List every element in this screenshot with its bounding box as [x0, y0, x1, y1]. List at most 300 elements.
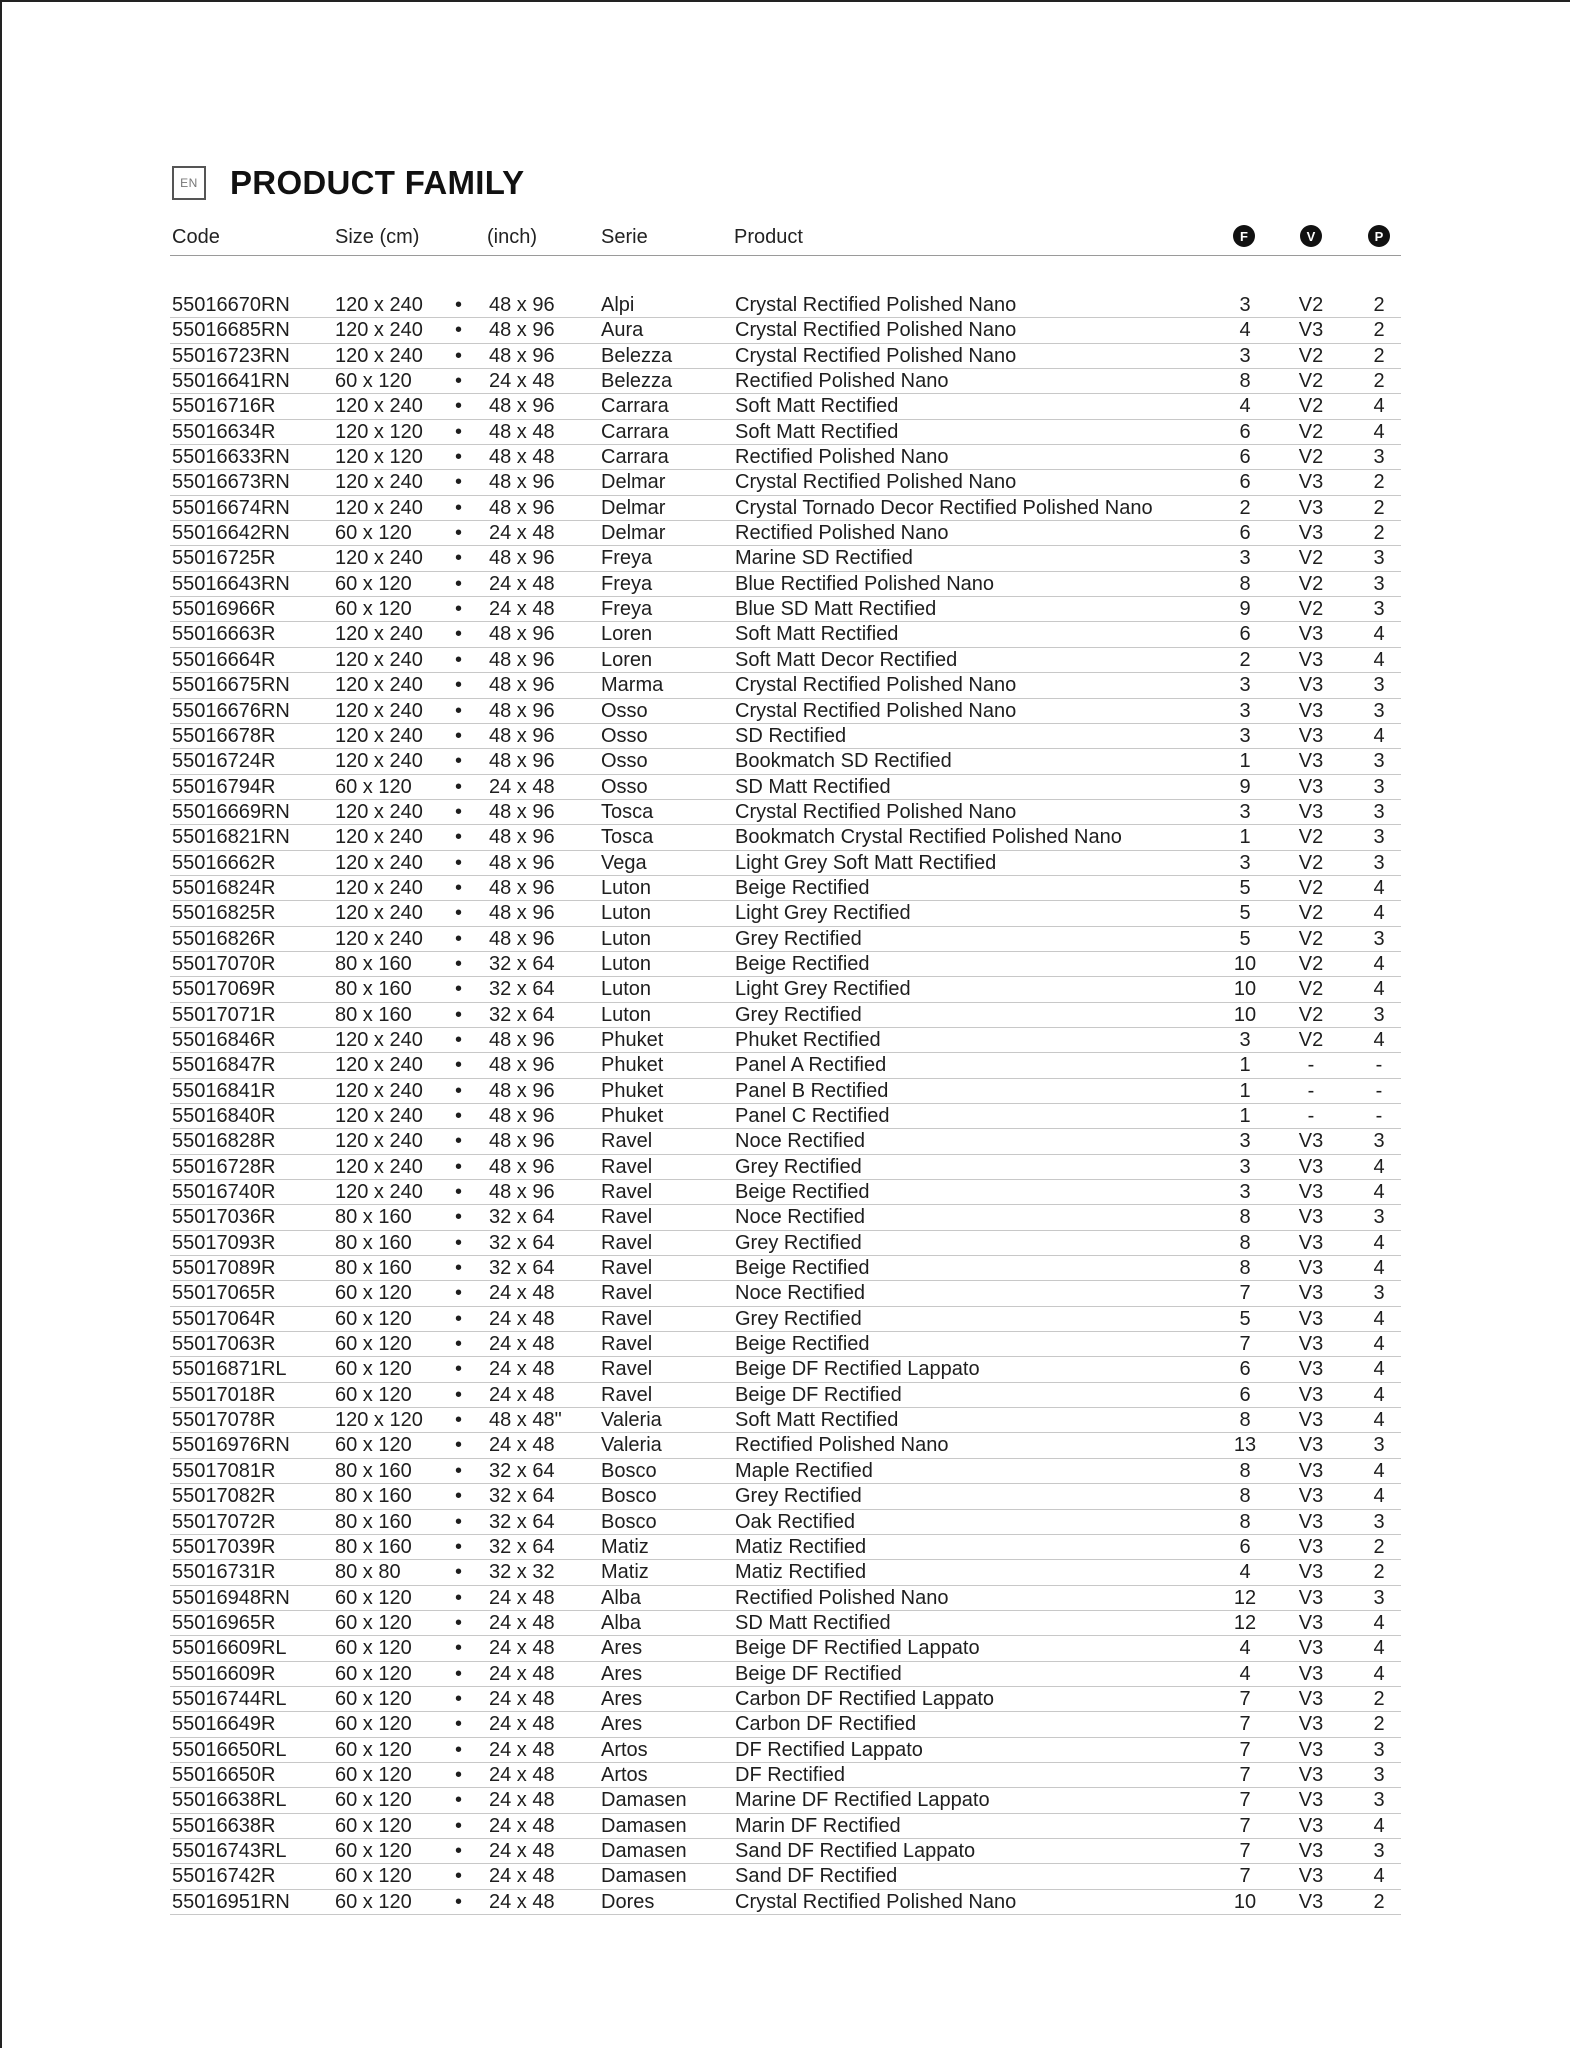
cell-v: V3 [1298, 1358, 1324, 1381]
cell-product: SD Matt Rectified [735, 1611, 891, 1634]
cell-code: 55017065R [172, 1282, 276, 1305]
table-row [0, 1814, 1570, 1839]
cell-separator: • [455, 978, 463, 1001]
cell-separator: • [455, 1890, 463, 1913]
cell-serie: Valeria [601, 1434, 662, 1457]
cell-p: 3 [1373, 598, 1385, 621]
table-row [0, 1079, 1570, 1104]
cell-size-cm: 60 x 120 [335, 1333, 412, 1356]
cell-v: V2 [1298, 851, 1324, 874]
cell-separator: • [455, 1333, 463, 1356]
cell-f: 7 [1239, 1687, 1251, 1710]
table-row [0, 851, 1570, 876]
cell-size-inch: 24 x 48 [489, 1763, 555, 1786]
cell-separator: • [455, 446, 463, 469]
cell-size-inch: 48 x 48" [489, 1409, 562, 1432]
cell-f: 8 [1239, 1231, 1251, 1254]
cell-size-cm: 80 x 160 [335, 952, 412, 975]
cell-f: 7 [1239, 1333, 1251, 1356]
cell-product: Soft Matt Rectified [735, 623, 899, 646]
table-row [0, 1256, 1570, 1281]
cell-v: V3 [1298, 674, 1324, 697]
cell-p: 4 [1373, 1459, 1385, 1482]
cell-separator: • [455, 1510, 463, 1533]
cell-product: Beige DF Rectified Lappato [735, 1358, 980, 1381]
cell-serie: Ares [601, 1637, 643, 1660]
cell-product: Crystal Rectified Polished Nano [735, 294, 1017, 316]
cell-size-inch: 48 x 48 [489, 420, 555, 443]
cell-p: 4 [1373, 1383, 1385, 1406]
cell-f: 3 [1239, 1028, 1251, 1051]
cell-p: 3 [1373, 750, 1385, 773]
cell-separator: • [455, 1231, 463, 1254]
cell-code: 55016965R [172, 1611, 276, 1634]
cell-serie: Loren [601, 623, 653, 646]
cell-v: V3 [1298, 1257, 1324, 1280]
cell-code: 55017039R [172, 1535, 276, 1558]
cell-product: Crystal Rectified Polished Nano [735, 1890, 1017, 1913]
cell-code: 55016716R [172, 395, 276, 418]
cell-code: 55016743RL [172, 1839, 287, 1862]
cell-size-cm: 80 x 160 [335, 1257, 412, 1280]
cell-f: 7 [1239, 1738, 1251, 1761]
cell-size-inch: 24 x 48 [489, 1637, 555, 1660]
cell-code: 55016674RN [172, 496, 290, 519]
cell-code: 55017081R [172, 1459, 276, 1482]
cell-code: 55016685RN [172, 319, 290, 342]
cell-size-cm: 80 x 160 [335, 1231, 412, 1254]
cell-size-inch: 24 x 48 [489, 1358, 555, 1381]
cell-f: 8 [1239, 1459, 1251, 1482]
cell-code: 55016871RL [172, 1358, 287, 1381]
cell-product: Beige Rectified [735, 1181, 870, 1204]
cell-size-inch: 32 x 64 [489, 978, 555, 1001]
cell-serie: Ravel [601, 1307, 653, 1330]
cell-separator: • [455, 572, 463, 595]
cell-p: 3 [1373, 1763, 1385, 1786]
cell-code: 55016664R [172, 648, 276, 671]
cell-f: 6 [1239, 420, 1251, 443]
cell-v: V2 [1298, 826, 1324, 849]
cell-size-cm: 120 x 240 [335, 876, 423, 899]
table-row [0, 293, 1570, 318]
cell-code: 55016609R [172, 1662, 276, 1685]
cell-v: V3 [1298, 1409, 1324, 1432]
cell-product: Soft Matt Rectified [735, 395, 899, 418]
cell-separator: • [455, 319, 463, 342]
cell-product: SD Matt Rectified [735, 775, 891, 798]
cell-f: 6 [1239, 1383, 1251, 1406]
cell-size-cm: 60 x 120 [335, 1687, 412, 1710]
table-row [0, 369, 1570, 394]
table-row [0, 977, 1570, 1002]
cell-code: 55016641RN [172, 370, 290, 393]
header-size: Size (cm) [335, 226, 420, 248]
cell-separator: • [455, 1054, 463, 1077]
cell-code: 55017036R [172, 1206, 276, 1229]
cell-code: 55016638R [172, 1814, 276, 1837]
cell-v: V2 [1298, 1028, 1324, 1051]
cell-serie: Phuket [601, 1105, 664, 1127]
cell-f: 5 [1239, 927, 1251, 950]
cell-code: 55017071R [172, 1003, 276, 1026]
cell-f: 1 [1239, 1054, 1251, 1077]
cell-serie: Alba [601, 1611, 642, 1634]
cell-separator: • [455, 1839, 463, 1862]
cell-p: 3 [1373, 1130, 1385, 1153]
cell-serie: Ares [601, 1687, 643, 1710]
cell-p: 2 [1373, 1535, 1385, 1558]
cell-product: Sand DF Rectified [735, 1865, 898, 1888]
table-row [0, 749, 1570, 774]
table-row [0, 1636, 1570, 1661]
cell-size-cm: 60 x 120 [335, 522, 412, 545]
cell-separator: • [455, 1409, 463, 1432]
cell-product: Soft Matt Rectified [735, 420, 899, 443]
cell-v: V3 [1298, 1738, 1324, 1761]
cell-product: Carbon DF Rectified [735, 1713, 917, 1736]
cell-code: 55017069R [172, 978, 276, 1001]
cell-size-inch: 24 x 48 [489, 1434, 555, 1457]
cell-size-inch: 24 x 48 [489, 775, 555, 798]
cell-serie: Bosco [601, 1510, 657, 1533]
cell-f: 8 [1239, 1257, 1251, 1280]
cell-f: 6 [1239, 1535, 1251, 1558]
cell-p: 4 [1373, 902, 1385, 925]
cell-f: 1 [1239, 1079, 1251, 1102]
cell-code: 55016742R [172, 1865, 276, 1888]
table-row [0, 927, 1570, 952]
cell-code: 55016731R [172, 1561, 276, 1584]
cell-separator: • [455, 1079, 463, 1102]
cell-size-inch: 48 x 96 [489, 395, 555, 418]
header-product: Product [734, 226, 803, 248]
cell-size-cm: 120 x 240 [335, 851, 423, 874]
cell-separator: • [455, 522, 463, 545]
cell-serie: Ravel [601, 1383, 653, 1406]
cell-v: V3 [1298, 1839, 1324, 1862]
table-row [0, 1788, 1570, 1813]
cell-size-cm: 120 x 240 [335, 344, 423, 367]
cell-p: 3 [1373, 1434, 1385, 1457]
table-row [0, 800, 1570, 825]
cell-f: 3 [1239, 674, 1251, 697]
cell-size-cm: 60 x 120 [335, 1789, 412, 1812]
cell-v: V2 [1298, 978, 1324, 1001]
table-row [0, 1231, 1570, 1256]
cell-v: V2 [1298, 420, 1324, 443]
cell-product: Rectified Polished Nano [735, 1586, 949, 1609]
header-f-icon: F [1233, 225, 1255, 247]
cell-v: V2 [1298, 952, 1324, 975]
cell-size-cm: 60 x 120 [335, 572, 412, 595]
cell-product: Grey Rectified [735, 1003, 862, 1026]
cell-size-inch: 32 x 64 [489, 1485, 555, 1508]
page-title: PRODUCT FAMILY [230, 164, 525, 201]
cell-product: Noce Rectified [735, 1206, 866, 1229]
cell-separator: • [455, 547, 463, 570]
cell-product: Light Grey Soft Matt Rectified [735, 851, 997, 874]
cell-product: Grey Rectified [735, 1231, 862, 1254]
cell-product: Rectified Polished Nano [735, 446, 949, 469]
cell-separator: • [455, 1738, 463, 1761]
cell-code: 55016609RL [172, 1637, 287, 1660]
cell-code: 55016669RN [172, 800, 290, 823]
cell-size-inch: 32 x 64 [489, 1535, 555, 1558]
cell-product: Blue SD Matt Rectified [735, 598, 937, 621]
cell-separator: • [455, 1282, 463, 1305]
cell-code: 55016642RN [172, 522, 290, 545]
cell-separator: • [455, 370, 463, 393]
table-row [0, 673, 1570, 698]
cell-p: 3 [1373, 572, 1385, 595]
table-row [0, 1839, 1570, 1864]
cell-separator: • [455, 1459, 463, 1482]
cell-v: V3 [1298, 1510, 1324, 1533]
table-row [0, 445, 1570, 470]
cell-p: - [1375, 1105, 1383, 1127]
cell-product: Rectified Polished Nano [735, 370, 949, 393]
table-row [0, 546, 1570, 571]
cell-code: 55017070R [172, 952, 276, 975]
cell-code: 55017089R [172, 1257, 276, 1280]
cell-f: 3 [1239, 547, 1251, 570]
cell-product: Marine SD Rectified [735, 547, 913, 570]
cell-size-inch: 24 x 48 [489, 1662, 555, 1685]
cell-serie: Alba [601, 1586, 642, 1609]
cell-v: V2 [1298, 547, 1324, 570]
cell-size-inch: 24 x 48 [489, 522, 555, 545]
cell-p: 3 [1373, 446, 1385, 469]
cell-size-cm: 60 x 120 [335, 1738, 412, 1761]
cell-separator: • [455, 1662, 463, 1685]
cell-size-inch: 48 x 96 [489, 826, 555, 849]
cell-size-inch: 32 x 64 [489, 1257, 555, 1280]
cell-separator: • [455, 826, 463, 849]
table-row [0, 724, 1570, 749]
cell-size-cm: 60 x 120 [335, 775, 412, 798]
cell-v: V2 [1298, 1003, 1324, 1026]
cell-separator: • [455, 674, 463, 697]
cell-separator: • [455, 1865, 463, 1888]
cell-serie: Luton [601, 876, 652, 899]
cell-separator: • [455, 1003, 463, 1026]
cell-f: 8 [1239, 1485, 1251, 1508]
cell-f: 10 [1233, 978, 1257, 1001]
cell-serie: Ares [601, 1713, 643, 1736]
table-row [0, 1408, 1570, 1433]
cell-size-cm: 80 x 80 [335, 1561, 401, 1584]
cell-f: 2 [1239, 496, 1251, 519]
cell-v: V3 [1298, 1130, 1324, 1153]
cell-serie: Ravel [601, 1333, 653, 1356]
cell-size-inch: 24 x 48 [489, 598, 555, 621]
cell-serie: Dores [601, 1890, 655, 1913]
cell-v: V3 [1298, 1586, 1324, 1609]
cell-separator: • [455, 851, 463, 874]
cell-separator: • [455, 1611, 463, 1634]
cell-size-inch: 48 x 96 [489, 319, 555, 342]
cell-p: 2 [1373, 370, 1385, 393]
cell-serie: Phuket [601, 1079, 664, 1102]
cell-code: 55016841R [172, 1079, 276, 1102]
header-v-icon: V [1300, 225, 1322, 247]
cell-v: V2 [1298, 876, 1324, 899]
cell-serie: Ravel [601, 1231, 653, 1254]
table-row [0, 1205, 1570, 1230]
cell-v: V3 [1298, 1713, 1324, 1736]
cell-serie: Luton [601, 927, 652, 950]
table-row [0, 1510, 1570, 1535]
cell-size-cm: 60 x 120 [335, 1383, 412, 1406]
cell-size-inch: 24 x 48 [489, 1307, 555, 1330]
cell-product: Beige DF Rectified [735, 1662, 902, 1685]
table-row [0, 1560, 1570, 1585]
cell-separator: • [455, 395, 463, 418]
table-row [0, 1662, 1570, 1687]
cell-f: 12 [1233, 1586, 1257, 1609]
cell-f: 10 [1233, 1890, 1257, 1913]
cell-product: Phuket Rectified [735, 1028, 881, 1051]
cell-v: V3 [1298, 1282, 1324, 1305]
table-row [0, 572, 1570, 597]
cell-size-inch: 32 x 64 [489, 1459, 555, 1482]
cell-size-inch: 24 x 48 [489, 1814, 555, 1837]
cell-f: 3 [1239, 699, 1251, 722]
cell-code: 55016638RL [172, 1789, 287, 1812]
cell-code: 55017093R [172, 1231, 276, 1254]
cell-serie: Damasen [601, 1839, 687, 1862]
cell-separator: • [455, 1586, 463, 1609]
cell-code: 55016744RL [172, 1687, 287, 1710]
cell-f: 6 [1239, 522, 1251, 545]
cell-p: 3 [1373, 1839, 1385, 1862]
cell-separator: • [455, 1485, 463, 1508]
cell-product: Light Grey Rectified [735, 902, 911, 925]
table-row [0, 1763, 1570, 1788]
cell-serie: Ares [601, 1662, 643, 1685]
table-row [0, 825, 1570, 850]
cell-size-cm: 120 x 240 [335, 674, 423, 697]
cell-serie: Alpi [601, 294, 635, 316]
cell-f: 7 [1239, 1763, 1251, 1786]
cell-size-inch: 32 x 64 [489, 1206, 555, 1229]
cell-separator: • [455, 1130, 463, 1153]
cell-p: 4 [1373, 1231, 1385, 1254]
cell-product: Matiz Rectified [735, 1561, 867, 1584]
cell-size-inch: 24 x 48 [489, 1383, 555, 1406]
cell-v: V3 [1298, 1890, 1324, 1913]
header-divider [170, 255, 1401, 256]
cell-separator: • [455, 1814, 463, 1837]
table-row [0, 470, 1570, 495]
cell-code: 55016676RN [172, 699, 290, 722]
table-row [0, 1484, 1570, 1509]
cell-size-cm: 80 x 160 [335, 978, 412, 1001]
cell-separator: • [455, 724, 463, 747]
cell-p: 2 [1373, 344, 1385, 367]
cell-code: 55016675RN [172, 674, 290, 697]
cell-p: 4 [1373, 1409, 1385, 1432]
cell-size-inch: 48 x 96 [489, 471, 555, 494]
cell-separator: • [455, 927, 463, 950]
cell-size-inch: 48 x 96 [489, 876, 555, 899]
cell-size-inch: 48 x 96 [489, 1130, 555, 1153]
cell-product: Soft Matt Rectified [735, 1409, 899, 1432]
cell-product: Soft Matt Decor Rectified [735, 648, 958, 671]
cell-size-inch: 48 x 96 [489, 927, 555, 950]
cell-product: DF Rectified Lappato [735, 1738, 923, 1761]
cell-serie: Tosca [601, 800, 654, 823]
cell-serie: Delmar [601, 496, 666, 519]
cell-size-cm: 80 x 160 [335, 1003, 412, 1026]
cell-product: Crystal Rectified Polished Nano [735, 800, 1017, 823]
cell-size-inch: 24 x 48 [489, 1282, 555, 1305]
cell-f: 6 [1239, 446, 1251, 469]
cell-p: 4 [1373, 1814, 1385, 1837]
cell-size-inch: 24 x 48 [489, 572, 555, 595]
cell-size-cm: 80 x 160 [335, 1535, 412, 1558]
cell-size-inch: 24 x 48 [489, 1687, 555, 1710]
cell-size-inch: 48 x 96 [489, 547, 555, 570]
cell-serie: Freya [601, 572, 653, 595]
cell-size-cm: 80 x 160 [335, 1459, 412, 1482]
cell-f: 8 [1239, 370, 1251, 393]
cell-code: 55016828R [172, 1130, 276, 1153]
cell-v: V2 [1298, 598, 1324, 621]
table-row [0, 1459, 1570, 1484]
cell-v: V3 [1298, 471, 1324, 494]
page-header [172, 164, 525, 202]
cell-size-cm: 120 x 120 [335, 446, 423, 469]
page-border-top [0, 0, 1570, 2]
cell-p: 3 [1373, 1586, 1385, 1609]
cell-separator: • [455, 902, 463, 925]
cell-size-inch: 24 x 48 [489, 1789, 555, 1812]
cell-f: 3 [1239, 294, 1251, 316]
cell-serie: Matiz [601, 1561, 649, 1584]
cell-size-cm: 60 x 120 [335, 1890, 412, 1913]
cell-separator: • [455, 1181, 463, 1204]
cell-size-cm: 120 x 240 [335, 724, 423, 747]
cell-size-inch: 24 x 48 [489, 370, 555, 393]
table-row [0, 1180, 1570, 1205]
cell-product: DF Rectified [735, 1763, 846, 1786]
cell-p: 4 [1373, 1865, 1385, 1888]
header-code: Code [172, 226, 220, 248]
cell-product: Grey Rectified [735, 1155, 862, 1178]
cell-size-inch: 24 x 48 [489, 1611, 555, 1634]
cell-product: Crystal Rectified Polished Nano [735, 344, 1017, 367]
cell-p: 4 [1373, 1358, 1385, 1381]
cell-code: 55016847R [172, 1054, 276, 1077]
cell-size-cm: 60 x 120 [335, 1611, 412, 1634]
cell-p: - [1375, 1054, 1383, 1077]
cell-separator: • [455, 1383, 463, 1406]
cell-f: 7 [1239, 1865, 1251, 1888]
cell-v: V3 [1298, 1181, 1324, 1204]
cell-f: 1 [1239, 1105, 1251, 1127]
cell-f: 9 [1239, 775, 1251, 798]
table-row [0, 1712, 1570, 1737]
cell-product: Maple Rectified [735, 1459, 873, 1482]
cell-f: 3 [1239, 800, 1251, 823]
cell-f: 3 [1239, 1130, 1251, 1153]
cell-f: 6 [1239, 1358, 1251, 1381]
cell-size-inch: 48 x 96 [489, 623, 555, 646]
cell-separator: • [455, 344, 463, 367]
cell-separator: • [455, 699, 463, 722]
